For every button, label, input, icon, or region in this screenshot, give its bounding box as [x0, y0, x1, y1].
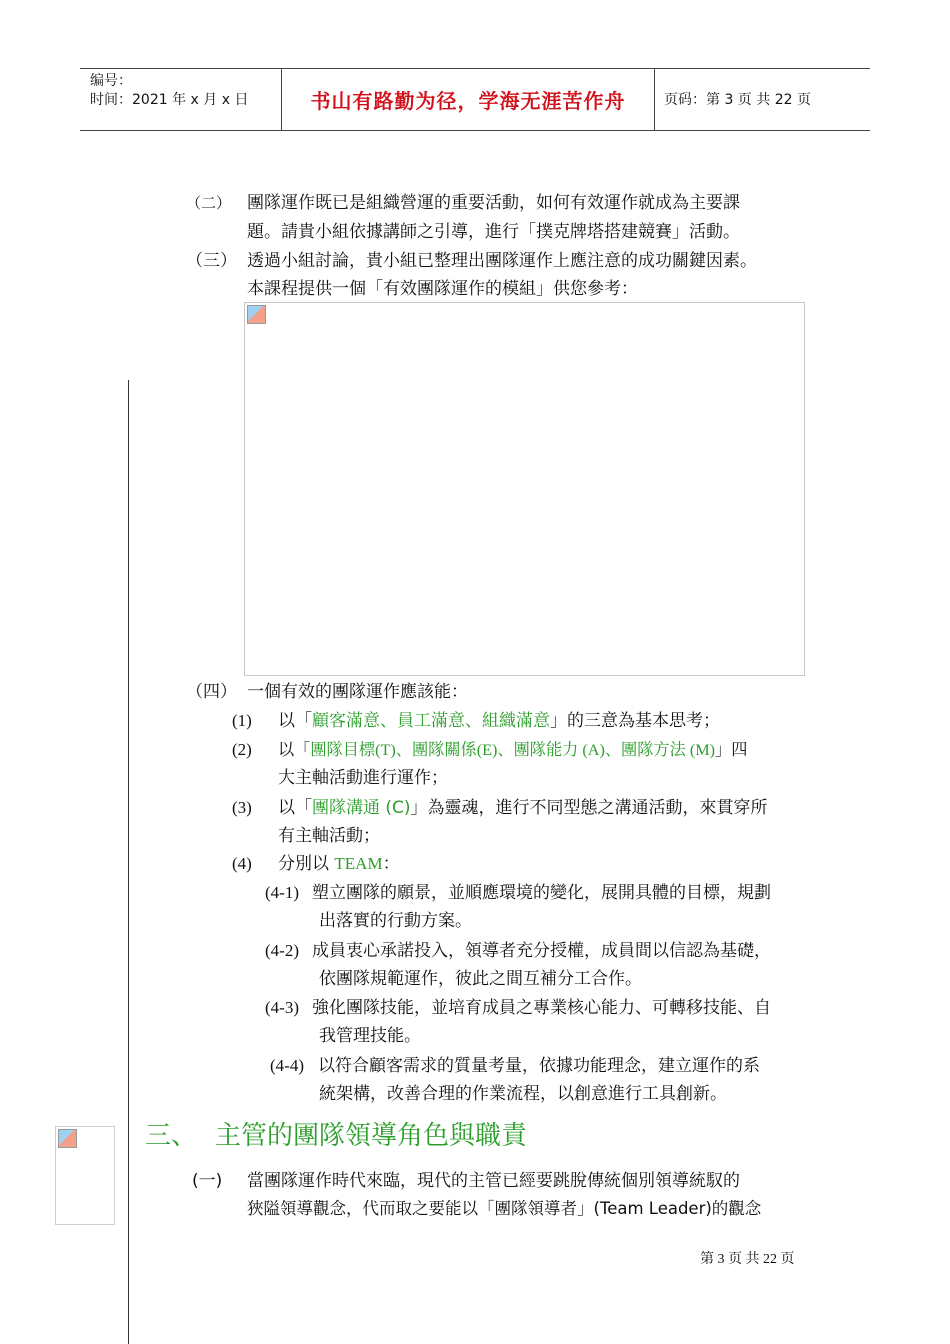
paragraph-line: 題。請貴小組依據講師之引導，進行「撲克牌塔搭建競賽」活動。 — [247, 222, 740, 242]
sub-item-line: 塑立團隊的願景，並順應環境的變化，展開具體的目標，規劃 — [312, 883, 771, 903]
text-segment: 」的三意為基本思考； — [550, 711, 720, 731]
item-marker: (一) — [192, 1171, 223, 1191]
text-segment: 」四 — [715, 740, 748, 759]
sub-item-line: 統架構，改善合理的作業流程，以創意進行工具創新。 — [319, 1084, 727, 1104]
sub-item-marker: (4-2) — [265, 941, 299, 960]
header-divider — [654, 69, 655, 130]
sub-item-marker: (4-1) — [265, 883, 299, 902]
sub-item-line: 出落實的行動方案。 — [319, 911, 472, 931]
document-time-label: 时间：2021 年 x 月 x 日 — [90, 92, 249, 108]
sub-item-line — [278, 710, 720, 732]
sub-item-marker: (4) — [232, 854, 252, 873]
margin-rule — [128, 380, 129, 1344]
item-marker: （三） — [186, 251, 237, 271]
sub-item-line: 依團隊規範運作，彼此之間互補分工合作。 — [319, 969, 642, 989]
margin-image-frame — [55, 1126, 115, 1225]
text-segment: 以「 — [278, 798, 312, 818]
sub-item-marker: (2) — [232, 740, 252, 759]
item-marker: （二） — [186, 194, 232, 212]
sub-item-marker: (3) — [232, 798, 252, 817]
section-heading: 主管的團隊領導角色與職責 — [215, 1121, 528, 1151]
paragraph-line: 本課程提供一個「有效團隊運作的模組」供您參考： — [247, 279, 638, 299]
highlight-text: 團隊目標(T)、團隊關係(E)、團隊能力 (A)、團隊方法 (M) — [310, 741, 716, 759]
paragraph-line: 團隊運作既已是組織營運的重要活動，如何有效運作就成為主要課 — [247, 193, 740, 213]
highlight-text: 顧客滿意、員工滿意、組織滿意 — [312, 711, 550, 731]
highlight-text: TEAM — [334, 854, 383, 873]
text-segment: ： — [382, 854, 400, 874]
header-motto: 书山有路勤为径，学海无涯苦作舟 — [310, 89, 626, 113]
paragraph-line: 當團隊運作時代來臨，現代的主管已經要跳脫傳統個別領導統馭的 — [247, 1171, 740, 1191]
sub-item-marker: (4-3) — [265, 998, 299, 1017]
sub-item-line — [278, 797, 768, 819]
paragraph-line: 一個有效的團隊運作應該能： — [247, 682, 468, 702]
sub-item-line: 強化團隊技能，並培育成員之專業核心能力、可轉移技能、自 — [312, 998, 771, 1018]
text-segment: 以「 — [278, 740, 311, 759]
broken-image-icon — [58, 1129, 77, 1148]
page-footer: 第 3 页 共 22 页 — [700, 1252, 795, 1267]
paragraph-line: 狹隘領導觀念，代而取之要能以「團隊領導者」(Team Leader)的觀念 — [247, 1199, 762, 1218]
sub-item-marker: (4-4) — [270, 1056, 304, 1075]
page-header — [80, 68, 870, 131]
sub-item-line — [278, 853, 400, 875]
sub-item-line: 大主軸活動進行運作； — [278, 768, 448, 788]
item-marker: （四） — [186, 682, 237, 702]
sub-item-line — [278, 739, 747, 761]
text-segment: 」為靈魂，進行不同型態之溝通活動，來貫穿所 — [410, 798, 768, 818]
text-segment: 以「 — [278, 711, 312, 731]
header-page-label: 页码：第 3 页 共 22 页 — [664, 92, 811, 108]
broken-image-icon — [247, 305, 266, 324]
header-meta — [90, 72, 248, 110]
sub-item-line: 有主軸活動； — [278, 826, 380, 846]
sub-item-line: 我管理技能。 — [319, 1026, 421, 1046]
sub-item-line: 成員衷心承諾投入，領導者充分授權，成員間以信認為基礎， — [312, 941, 771, 961]
team-model-image-frame — [244, 302, 805, 676]
document-number-label: 编号： — [90, 73, 132, 89]
section-number: 三、 — [145, 1121, 198, 1151]
text-segment: 分別以 — [278, 854, 335, 874]
highlight-text: 團隊溝通 (C) — [312, 798, 411, 818]
sub-item-line: 以符合顧客需求的質量考量，依據功能理念，建立運作的系 — [318, 1056, 760, 1076]
paragraph-line: 透過小組討論，貴小組已整理出團隊運作上應注意的成功關鍵因素。 — [247, 251, 757, 271]
sub-item-marker: (1) — [232, 711, 252, 730]
